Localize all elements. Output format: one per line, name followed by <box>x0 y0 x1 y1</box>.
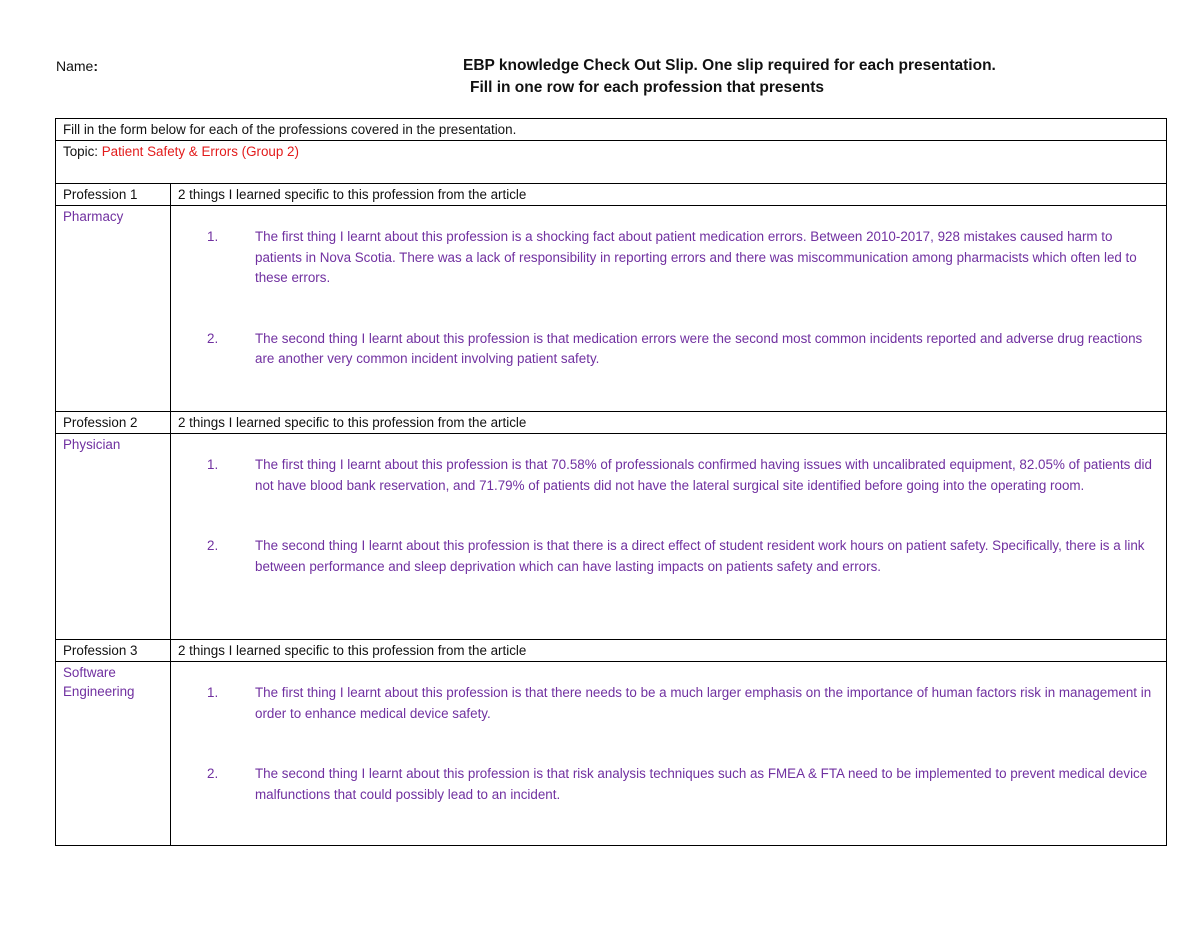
topic-label: Topic: <box>63 144 102 159</box>
answer-item <box>179 764 1158 805</box>
answer-number: 1. <box>207 229 219 244</box>
name-label <box>56 58 98 74</box>
answer-item <box>179 227 1158 289</box>
answer-item <box>179 455 1158 496</box>
answers-cell[interactable] <box>171 434 1167 640</box>
topic-row <box>56 141 1167 184</box>
slip-title: EBP knowledge Check Out Slip. One slip required for each presentation. <box>463 57 996 74</box>
profession-body-row <box>56 434 1167 640</box>
check-out-form <box>55 118 1167 846</box>
answer-text: The second thing I learnt about this profession is that risk analysis techniques such as FMEA & FTA need to be implemented to prevent medical device malfunctions that could possibly lead to an incident. <box>255 766 1148 802</box>
answer-item <box>179 329 1158 370</box>
profession-body-row <box>56 662 1167 846</box>
answer-number: 1. <box>207 457 219 472</box>
instruction-row <box>56 119 1167 141</box>
topic-value: Patient Safety & Errors (Group 2) <box>101 144 299 159</box>
slip-subtitle: Fill in one row for each profession that presents <box>470 79 824 96</box>
profession-name[interactable]: Physician <box>56 434 171 640</box>
answer-number: 2. <box>207 538 219 553</box>
profession-label: Profession 3 <box>56 640 171 662</box>
answer-text: The first thing I learnt about this profession is that there needs to be a much larger emphasis on the importance of human factors risk in management in order to enhance medical device safety. <box>255 685 1152 721</box>
answers-list <box>179 227 1158 370</box>
name-colon: : <box>93 58 99 74</box>
answer-text: The first thing I learnt about this profession is a shocking fact about patient medication errors. Between 2010-2017, 928 mistakes caused harm to patients in Nova Scotia. There was a lack of responsibility in reporting errors and there was miscommunication among pharmacists which often led to these errors. <box>255 229 1137 285</box>
column-heading: 2 things I learned specific to this profession from the article <box>171 640 1167 662</box>
profession-label: Profession 1 <box>56 184 171 206</box>
profession-header-row <box>56 184 1167 206</box>
profession-header-row <box>56 412 1167 434</box>
answer-text: The first thing I learnt about this profession is that 70.58% of professionals confirmed having issues with uncalibrated equipment, 82.05% of patients did not have blood bank reservation, and 71.79% of patients did not have the lateral surgical site identified before going into the operating room. <box>255 457 1152 493</box>
answer-number: 2. <box>207 330 219 346</box>
column-heading: 2 things I learned specific to this profession from the article <box>171 184 1167 206</box>
topic-cell[interactable] <box>56 141 1167 184</box>
answer-item <box>179 536 1158 577</box>
profession-name[interactable]: Pharmacy <box>56 206 171 412</box>
column-heading: 2 things I learned specific to this profession from the article <box>171 412 1167 434</box>
answer-number: 2. <box>207 766 219 781</box>
profession-body-row <box>56 206 1167 412</box>
instruction-cell: Fill in the form below for each of the professions covered in the presentation. <box>56 119 1167 141</box>
answer-number: 1. <box>207 685 219 700</box>
answers-cell[interactable] <box>171 662 1167 846</box>
name-label-text: Name <box>56 58 94 74</box>
answers-cell[interactable] <box>171 206 1167 412</box>
answer-text: The second thing I learnt about this profession is that there is a direct effect of student resident work hours on patient safety. Specifically, there is a link between performance and sleep deprivation which can have lasting impacts on patients safety and errors. <box>255 538 1145 574</box>
answer-item <box>179 683 1158 724</box>
profession-name[interactable]: Software Engineering <box>56 662 171 846</box>
profession-header-row <box>56 640 1167 662</box>
answers-list <box>179 683 1158 805</box>
profession-label: Profession 2 <box>56 412 171 434</box>
answers-list <box>179 455 1158 577</box>
answer-text: The second thing I learnt about this profession is that medication errors were the second most common incidents reported and adverse drug reactions are another very common incident involving patient safety. <box>255 330 1143 366</box>
